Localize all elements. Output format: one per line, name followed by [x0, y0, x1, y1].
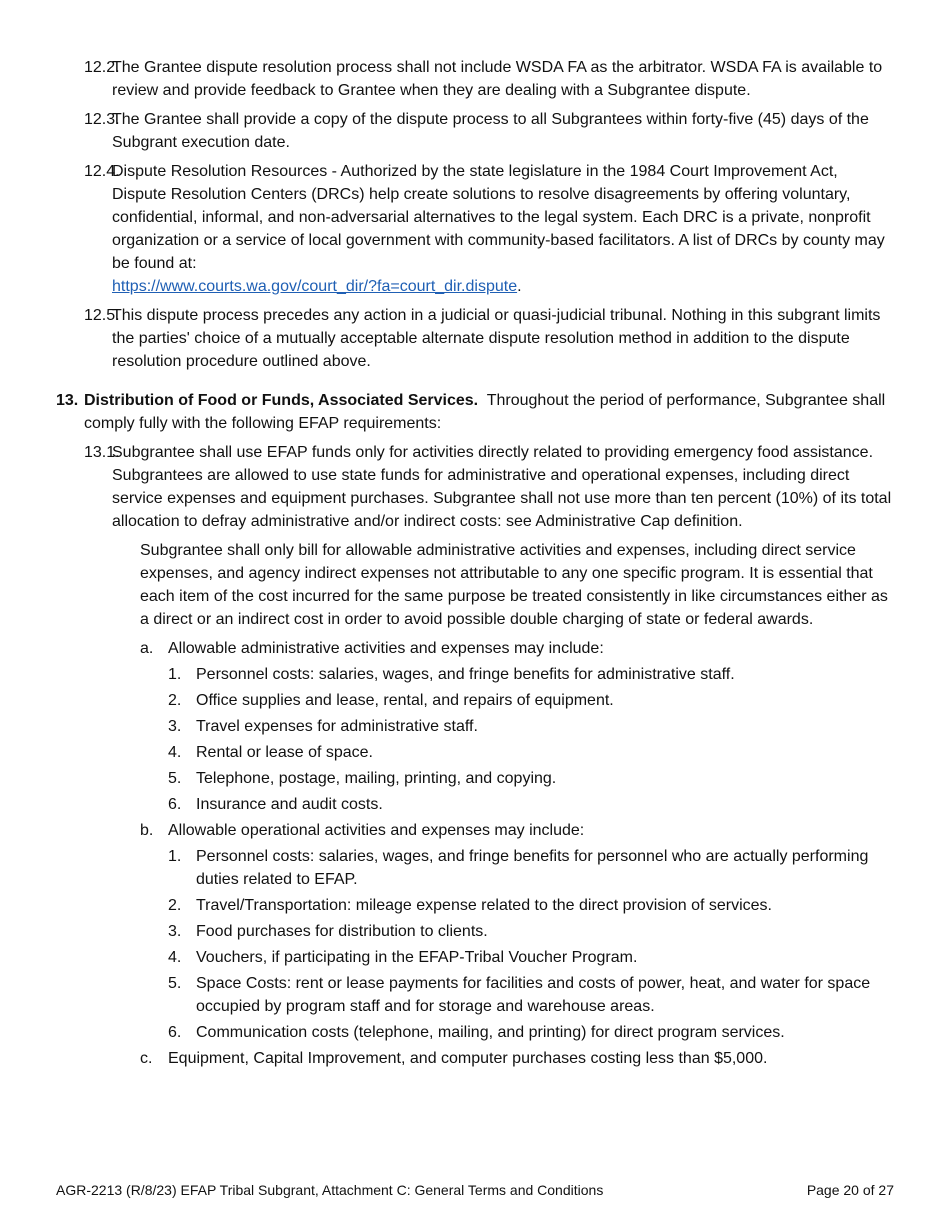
list-item-number: 4.: [168, 744, 182, 761]
list-item: [168, 845, 896, 891]
administrative-expenses-list: [168, 663, 896, 816]
list-item: [168, 894, 896, 917]
list-item-number: 1.: [168, 666, 182, 683]
list-item-number: 3.: [168, 718, 182, 735]
list-item-text: Insurance and audit costs.: [196, 796, 383, 813]
section-13: [56, 389, 896, 1070]
list-item: [168, 920, 896, 943]
clause-number: 12.3.: [84, 111, 120, 128]
list-item-number: 5.: [168, 770, 182, 787]
footer-document-id: AGR-2213 (R/8/23) EFAP Tribal Subgrant, Attachment C: General Terms and Conditions: [56, 1182, 604, 1198]
operational-expenses-list: [168, 845, 896, 1044]
list-item-text: Vouchers, if participating in the EFAP-Tribal Voucher Program.: [196, 949, 638, 966]
item-letter: a.: [140, 640, 154, 657]
footer-page-number: Page 20 of 27: [806, 1182, 894, 1198]
list-item-number: 6.: [168, 1024, 182, 1041]
section-intro: Throughout the period of performance, Subgrantee shall comply fully with the following EFAP requirements:: [84, 392, 886, 432]
item-text: Equipment, Capital Improvement, and computer purchases costing less than $5,000.: [168, 1050, 768, 1067]
drc-directory-link[interactable]: https://www.courts.wa.gov/court_dir/?fa=court_dir.dispute: [112, 278, 518, 295]
clause-13-1-paragraph-2: Subgrantee shall only bill for allowable administrative activities and expenses, including direct service expenses, and agency indirect expenses not attributable to any one specific program. It is essential that each item of the cost incurred for the same purpose be treated consistently in like circumstances either as a direct or an indirect cost in order to avoid possible double charging of state or federal awards.: [140, 542, 888, 628]
clause-13-1: [56, 441, 896, 533]
page-footer: [56, 1182, 894, 1198]
clause-number: 13.1.: [84, 444, 120, 461]
clause-text: Dispute Resolution Resources - Authorized by the state legislature in the 1984 Court Improvement Act, Dispute Resolution Centers (DRCs) help create solutions to resolve disagreements by offering voluntary, confidential, informal, and non-adversarial alternatives to the legal system. Each DRC is a private, nonprofit organization or a service of local government with community-based facilitators. A list of DRCs by county may be found at:: [112, 163, 885, 272]
clause-12-3: [56, 108, 896, 154]
clause-body: [112, 160, 896, 298]
clause-text: This dispute process precedes any action in a judicial or quasi-judicial tribunal. Nothing in this subgrant limits the parties' choice of a mutually acceptable alternate dispute resolution method in addition to the dispute resolution procedure outlined above.: [112, 307, 881, 370]
section-title: Distribution of Food or Funds, Associated Services.: [84, 392, 479, 409]
list-item: [168, 946, 896, 969]
list-item-text: Personnel costs: salaries, wages, and fringe benefits for personnel who are actually performing duties related to EFAP.: [196, 848, 869, 888]
clause-number: 12.5.: [84, 307, 120, 324]
list-item: [168, 689, 896, 712]
clause-12-2: [56, 56, 896, 102]
clause-number: 12.2.: [84, 59, 120, 76]
list-item: [168, 663, 896, 686]
item-c: [140, 1047, 896, 1070]
clause-text: The Grantee shall provide a copy of the dispute process to all Subgrantees within forty-five (45) days of the Subgrant execution date.: [112, 111, 869, 151]
list-item-text: Food purchases for distribution to clients.: [196, 923, 488, 940]
list-item-text: Travel/Transportation: mileage expense related to the direct provision of services.: [196, 897, 772, 914]
list-item-text: Office supplies and lease, rental, and repairs of equipment.: [196, 692, 614, 709]
period: .: [517, 278, 522, 295]
clause-12-5: [56, 304, 896, 373]
item-b: [140, 819, 896, 842]
item-a: [140, 637, 896, 660]
list-item-number: 3.: [168, 923, 182, 940]
list-item: [168, 741, 896, 764]
item-letter: c.: [140, 1050, 153, 1067]
list-item: [168, 793, 896, 816]
clause-number: 12.4.: [84, 163, 120, 180]
document-body: [56, 56, 896, 1070]
list-item-number: 2.: [168, 692, 182, 709]
list-item-text: Travel expenses for administrative staff.: [196, 718, 478, 735]
list-item-number: 5.: [168, 975, 182, 992]
clause-text: Subgrantee shall use EFAP funds only for activities directly related to providing emergency food assistance. Subgrantees are allowed to use state funds for administrative and operational expenses, including direct service expenses and equipment purchases. Subgrantee shall not use more than ten percent (10%) of its total allocation to defray administrative and/or indirect costs: see Administrative Cap definition.: [112, 444, 892, 530]
list-item-text: Space Costs: rent or lease payments for facilities and costs of power, heat, and water for space occupied by program staff and for storage and warehouse areas.: [196, 975, 871, 1015]
list-item-number: 6.: [168, 796, 182, 813]
list-item-text: Rental or lease of space.: [196, 744, 373, 761]
list-item-text: Communication costs (telephone, mailing, and printing) for direct program services.: [196, 1024, 785, 1041]
clause-12-4: [56, 160, 896, 298]
list-item-text: Personnel costs: salaries, wages, and fringe benefits for administrative staff.: [196, 666, 735, 683]
item-text: Allowable administrative activities and expenses may include:: [168, 640, 604, 657]
section-number: 13.: [56, 392, 79, 409]
clause-text: The Grantee dispute resolution process shall not include WSDA FA as the arbitrator. WSDA FA is available to review and provide feedback to Grantee when they are dealing with a Subgrantee dispute.: [112, 59, 883, 99]
list-item: [168, 972, 896, 1018]
list-item-text: Telephone, postage, mailing, printing, and copying.: [196, 770, 557, 787]
list-item-number: 2.: [168, 897, 182, 914]
item-text: Allowable operational activities and expenses may include:: [168, 822, 585, 839]
list-item-number: 4.: [168, 949, 182, 966]
list-item: [168, 767, 896, 790]
list-item: [168, 715, 896, 738]
item-letter: b.: [140, 822, 154, 839]
list-item-number: 1.: [168, 848, 182, 865]
list-item: [168, 1021, 896, 1044]
section-13-heading: [56, 389, 896, 435]
